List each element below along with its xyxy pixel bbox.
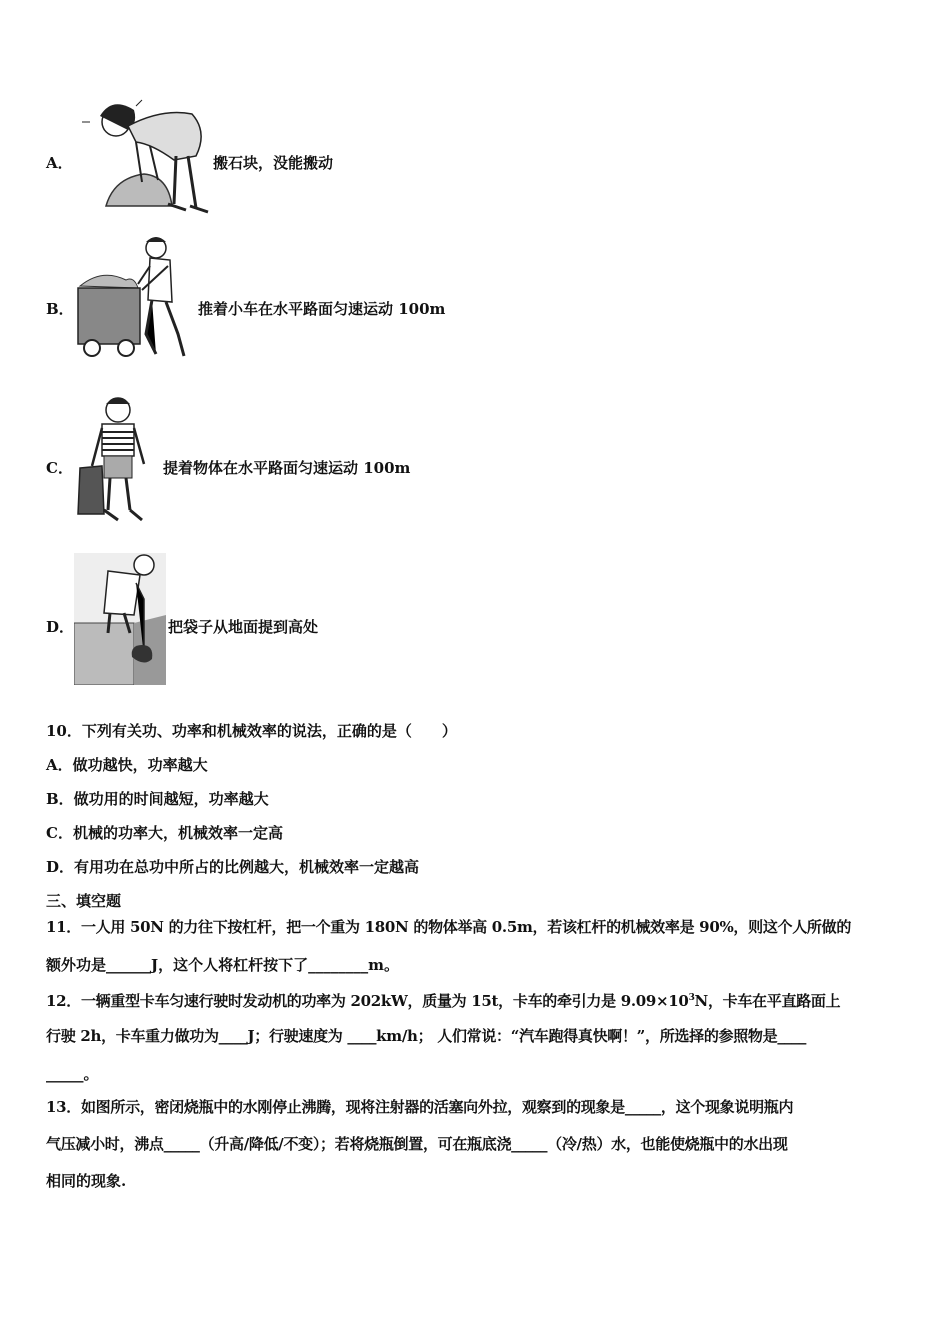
q10-stem: 10．下列有关功、功率和机械效率的说法，正确的是（ ） [46, 722, 457, 740]
q10-option-c: C．机械的功率大，机械效率一定高 [46, 824, 283, 842]
section-title: 三、填空题 [46, 892, 122, 910]
q12-line-2: 行驶 2h，卡车重力做功为____J；行驶速度为 ____km/h； 人们常说：“汽车跑得真快啊！”，所选择的参照物是____ [46, 1027, 807, 1045]
q13-line-3: 相同的现象. [46, 1172, 127, 1190]
q12-exponent: 3 [688, 993, 695, 1003]
option-text: 把袋子从地面提到高处 [168, 618, 319, 636]
option-text: 提着物体在水平路面匀速运动 100m [163, 459, 411, 477]
q12-line-1 [46, 988, 840, 1011]
girl-lifting-rock-illustration [76, 96, 214, 218]
q13-line-1: 13．如图所示，密闭烧瓶中的水刚停止沸腾，现将注射器的活塞向外拉，观察到的现象是_____，这个现象说明瓶内 [46, 1098, 794, 1116]
option-label: A． [46, 154, 73, 172]
q10-option-b: B．做功用的时间越短，功率越大 [46, 790, 269, 808]
man-lifting-bag-illustration [74, 553, 166, 685]
option-label: B． [46, 300, 74, 318]
q13-line-2: 气压减小时，沸点_____（升高/降低/不变）；若将烧瓶倒置，可在瓶底浇_____（冷/热）水，也能使烧瓶中的水出现 [46, 1135, 788, 1153]
option-label: C． [46, 459, 73, 477]
q10-option-d: D．有用功在总功中所占的比例越大，机械效率一定越高 [46, 858, 420, 876]
q12-line-1-part-b: N，卡车在平直路面上 [694, 992, 841, 1010]
q11-line-1: 11．一人用 50N 的力往下按杠杆，把一个重为 180N 的物体举高 0.5m，若该杠杆的机械效率是 90%，则这个人所做的 [46, 918, 852, 936]
boy-carrying-bag-illustration [74, 394, 162, 526]
q10-option-a: A．做功越快，功率越大 [46, 756, 208, 774]
boy-pushing-cart-illustration [72, 234, 198, 362]
q11-line-2: 额外功是______J，这个人将杠杆按下了________m。 [46, 956, 399, 974]
option-text: 搬石块，没能搬动 [213, 154, 334, 172]
q12-line-1-part-a: 12．一辆重型卡车匀速行驶时发动机的功率为 202kW，质量为 15t，卡车的牵引力是 9.09×10 [46, 992, 689, 1010]
option-label: D． [46, 618, 75, 636]
q12-line-3: _____。 [46, 1065, 99, 1083]
option-text: 推着小车在水平路面匀速运动 100m [198, 300, 446, 318]
